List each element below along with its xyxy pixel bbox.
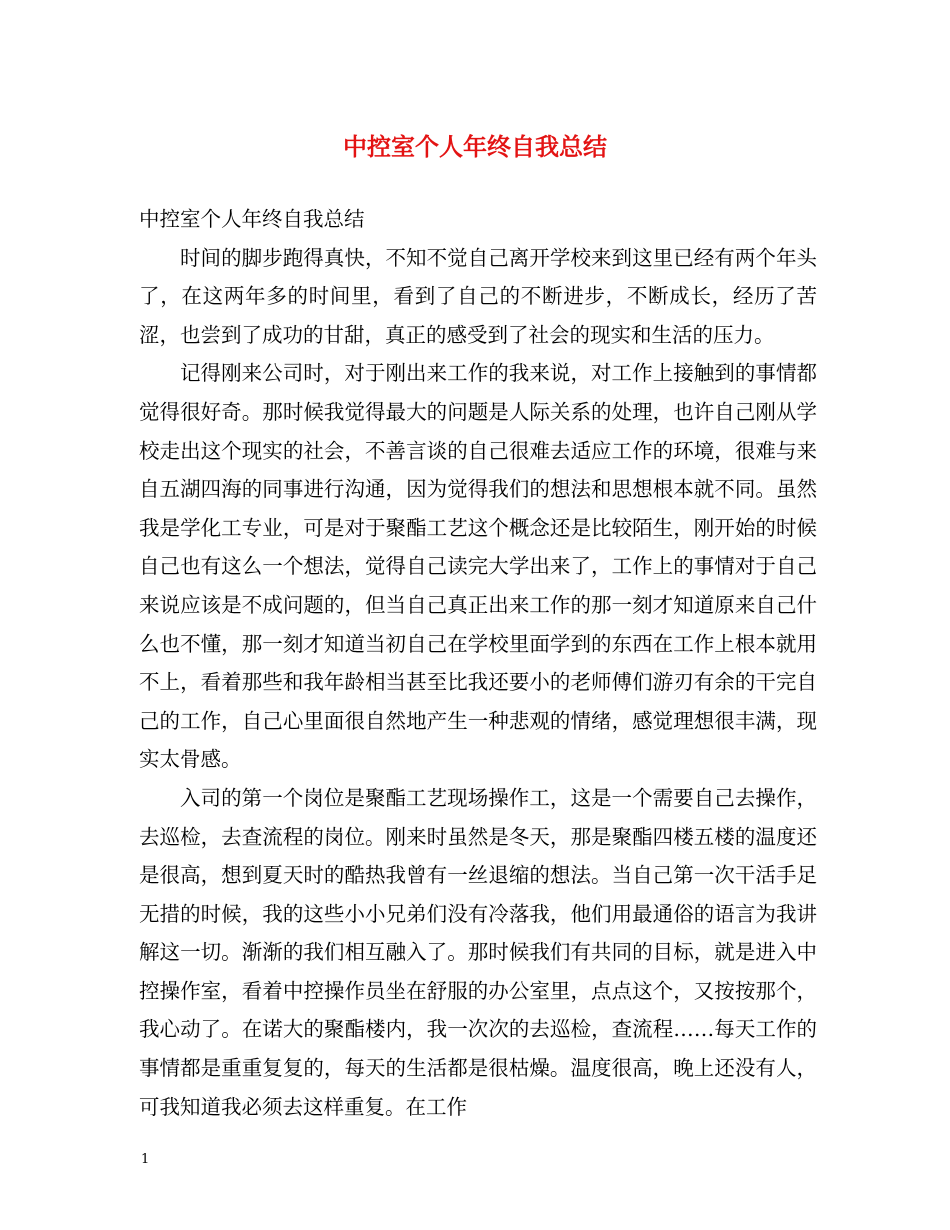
document-subtitle: 中控室个人年终自我总结	[139, 207, 365, 231]
document-title: 中控室个人年终自我总结	[343, 132, 607, 161]
page-number: 1	[141, 1152, 150, 1167]
document-body	[139, 200, 817, 1126]
paragraph-1: 时间的脚步跑得真快，不知不觉自己离开学校来到这里已经有两个年头了，在这两年多的时间里，看到了自己的不断进步，不断成长，经历了苦涩，也尝到了成功的甘甜，真正的感受到了社会的现实和生活的压力。	[139, 245, 817, 347]
paragraph-3: 入司的第一个岗位是聚酯工艺现场操作工，这是一个需要自己去操作，去巡检，去查流程的岗位。刚来时虽然是冬天，那是聚酯四楼五楼的温度还是很高，想到夏天时的酷热我曾有一丝退缩的想法。当自己第一次干活手足无措的时候，我的这些小小兄弟们没有冷落我，他们用最通俗的语言为我讲解这一切。渐渐的我们相互融入了。那时候我们有共同的目标，就是进入中控操作室，看着中控操作员坐在舒服的办公室里，点点这个，又按按那个，我心动了。在诺大的聚酯楼内，我一次次的去巡检，查流程……每天工作的事情都是重重复复的，每天的生活都是很枯燥。温度很高，晚上还没有人，可我知道我必须去这样重复。在工作	[139, 785, 817, 1119]
paragraph-2: 记得刚来公司时，对于刚出来工作的我来说，对工作上接触到的事情都觉得很好奇。那时候我觉得最大的问题是人际关系的处理，也许自己刚从学校走出这个现实的社会，不善言谈的自己很难去适应工作的环境，很难与来自五湖四海的同事进行沟通，因为觉得我们的想法和思想根本就不同。虽然我是学化工专业，可是对于聚酯工艺这个概念还是比较陌生，刚开始的时候自己也有这么一个想法，觉得自己读完大学出来了，工作上的事情对于自己来说应该是不成问题的，但当自己真正出来工作的那一刻才知道原来自己什么也不懂，那一刻才知道当初自己在学校里面学到的东西在工作上根本就用不上，看着那些和我年龄相当甚至比我还要小的老师傅们游刃有余的干完自己的工作，自己心里面很自然地产生一种悲观的情绪，感觉理想很丰满，现实太骨感。	[139, 361, 817, 772]
